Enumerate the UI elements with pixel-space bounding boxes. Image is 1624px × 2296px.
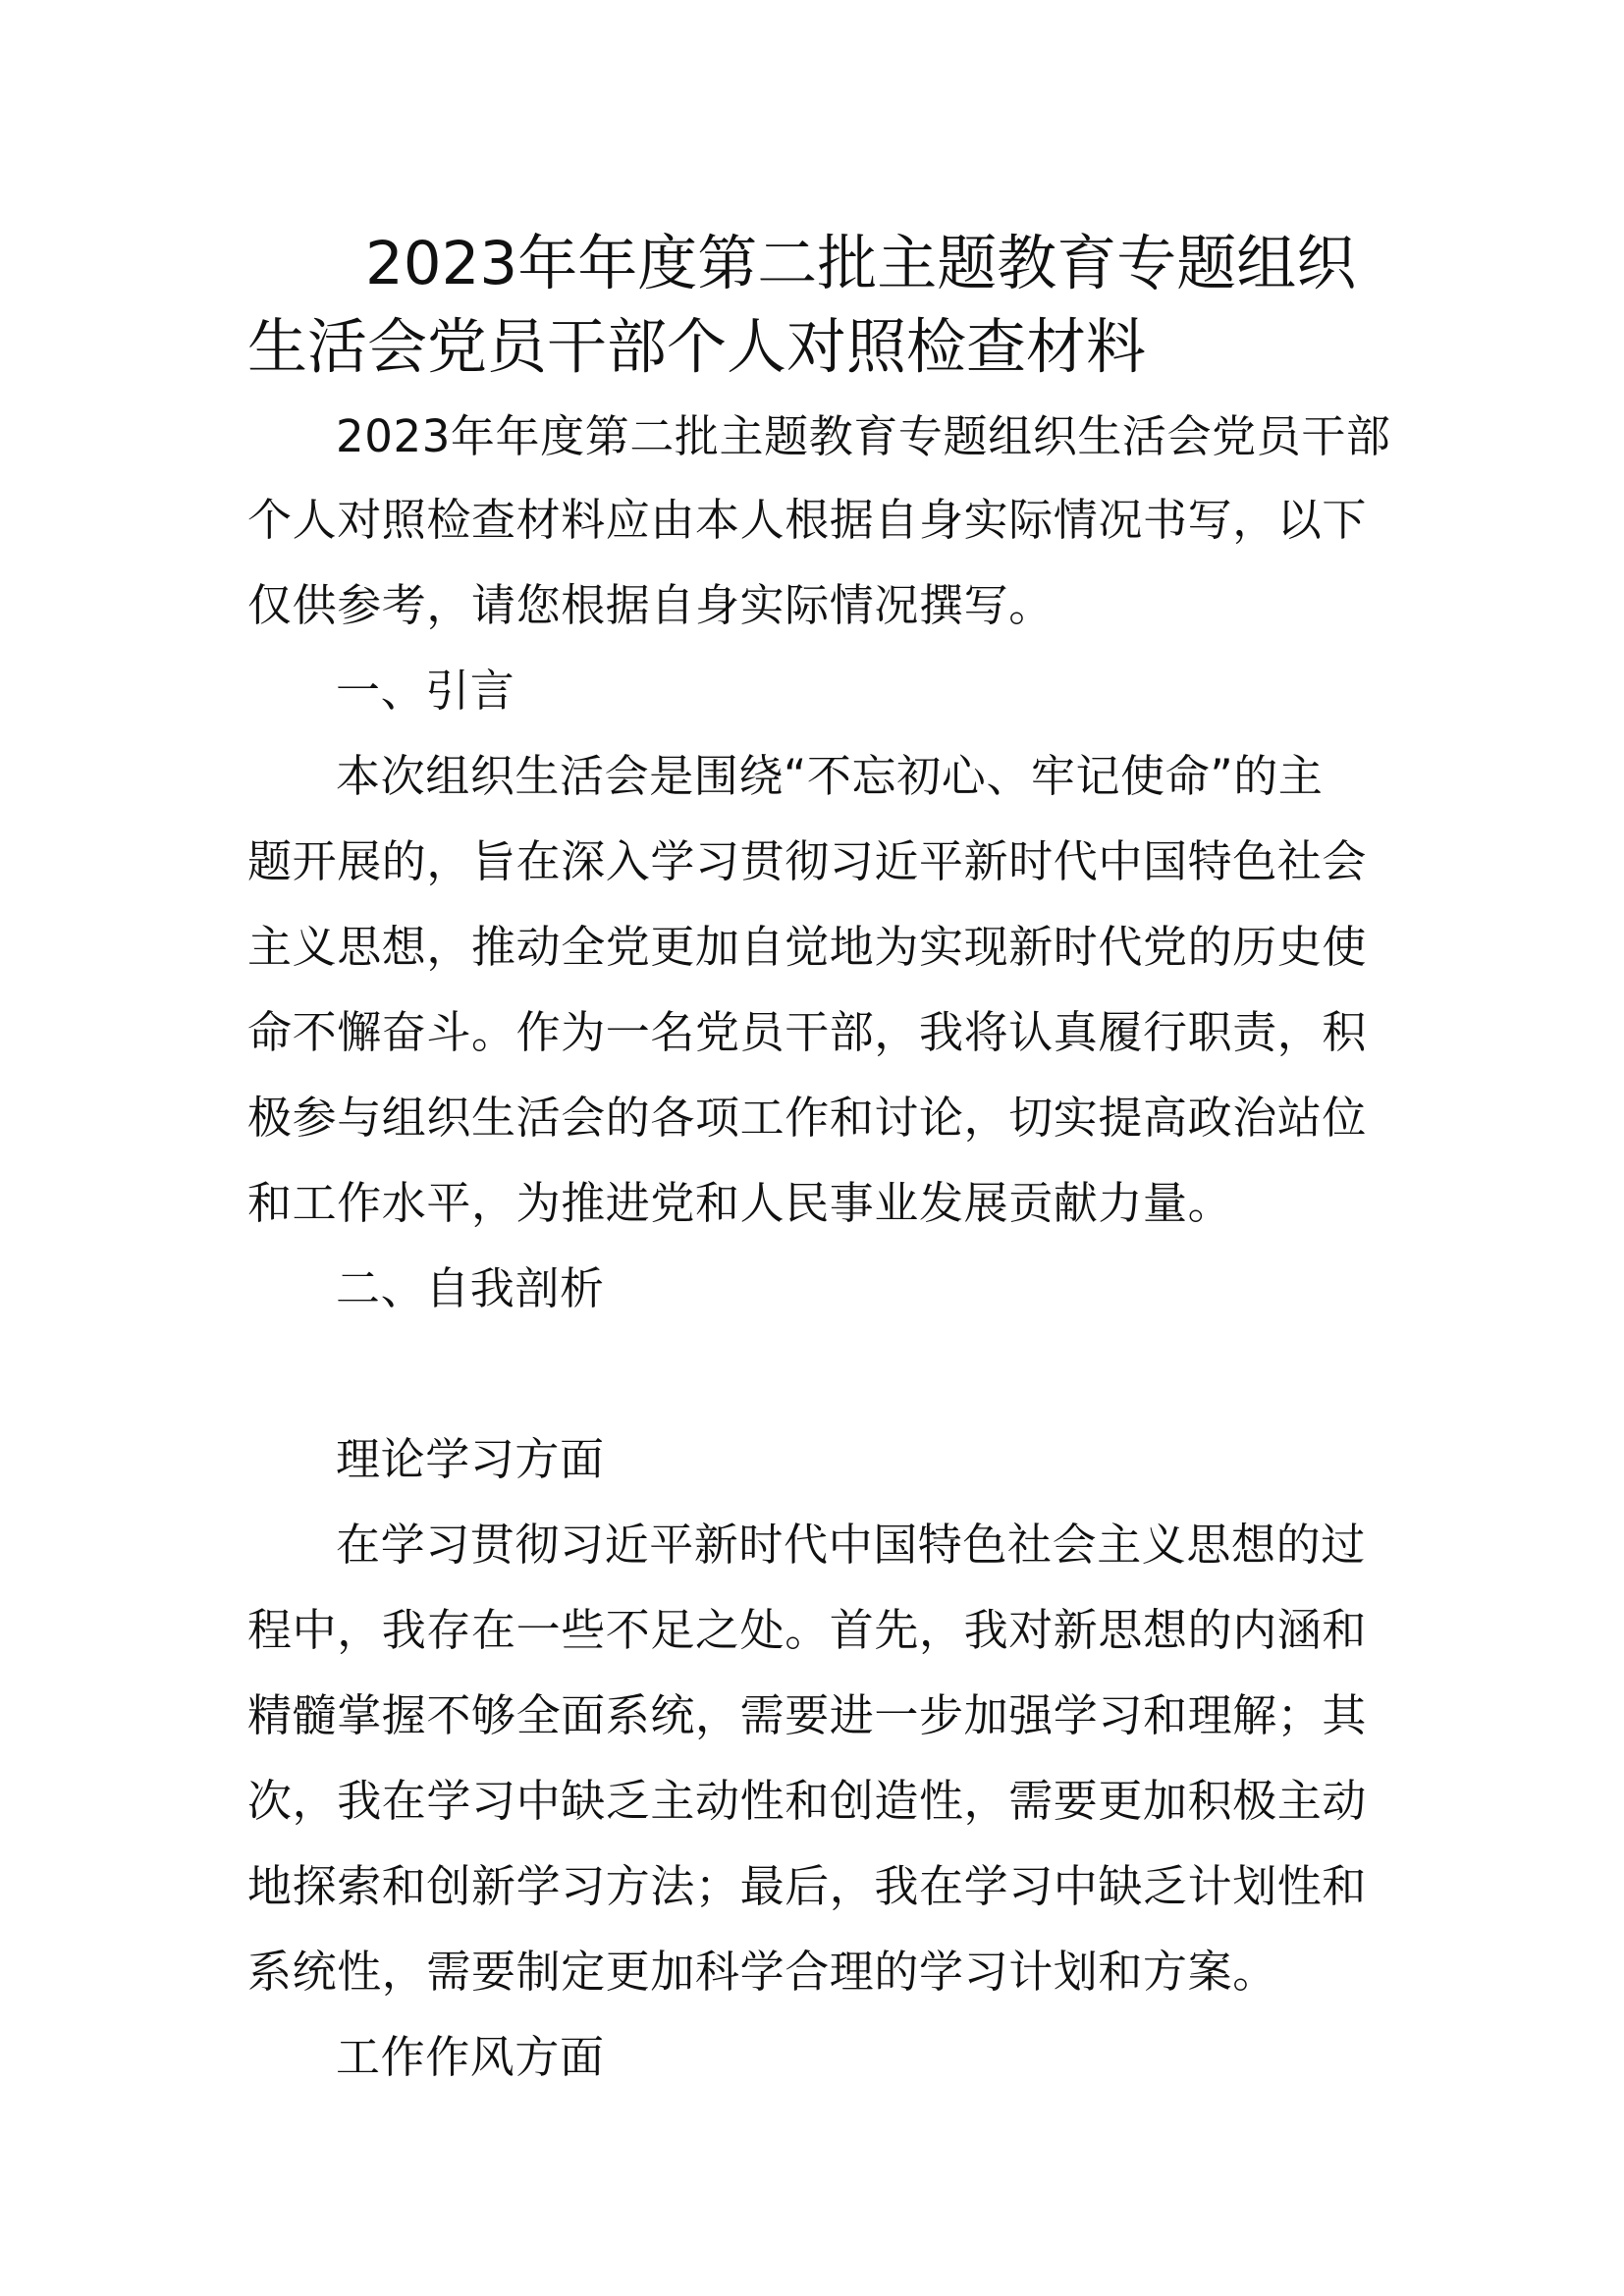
paragraph-first-line: 在学习贯彻习近平新时代中国特色社会主义思想的过 (336, 1519, 1366, 1571)
paragraph-line: 主义思想，推动全党更加自觉地为实现新时代党的历史使 (247, 921, 1368, 973)
paragraph-line: 次，我在学习中缺乏主动性和创造性，需要更加积极主动 (247, 1775, 1368, 1827)
paragraph-line: 地探索和创新学习方法；最后，我在学习中缺乏计划性和 (247, 1860, 1368, 1912)
paragraph-line: 和工作水平，为推进党和人民事业发展贡献力量。 (247, 1177, 1233, 1229)
paragraph-line: 命不懈奋斗。作为一名党员干部，我将认真履行职责，积 (247, 1006, 1368, 1058)
paragraph-first-line: 工作作风方面 (336, 2031, 605, 2083)
document-title-line-1: 2023年年度第二批主题教育专题组织 (365, 229, 1357, 298)
document-title-line-2: 生活会党员干部个人对照检查材料 (247, 312, 1147, 382)
paragraph-first-line: 理论学习方面 (336, 1433, 605, 1485)
paragraph-line: 仅供参考，请您根据自身实际情况撰写。 (247, 579, 1054, 631)
paragraph-line: 题开展的，旨在深入学习贯彻习近平新时代中国特色社会 (247, 835, 1368, 887)
paragraph-line: 精髓掌握不够全面系统，需要进一步加强学习和理解；其 (247, 1689, 1368, 1741)
paragraph-line: 极参与组织生活会的各项工作和讨论，切实提高政治站位 (247, 1092, 1368, 1144)
paragraph-first-line: 2023年年度第二批主题教育专题组织生活会党员干部 (336, 410, 1391, 462)
paragraph-first-line: 一、引言 (336, 665, 515, 717)
paragraph-line: 个人对照检查材料应由本人根据自身实际情况书写，以下 (247, 494, 1368, 546)
paragraph-first-line: 二、自我剖析 (336, 1262, 605, 1314)
paragraph-line: 程中，我存在一些不足之处。首先，我对新思想的内涵和 (247, 1604, 1368, 1656)
paragraph-line: 系统性，需要制定更加科学合理的学习计划和方案。 (247, 1946, 1277, 1998)
paragraph-first-line: 本次组织生活会是围绕“不忘初心、牢记使命”的主 (336, 750, 1324, 802)
